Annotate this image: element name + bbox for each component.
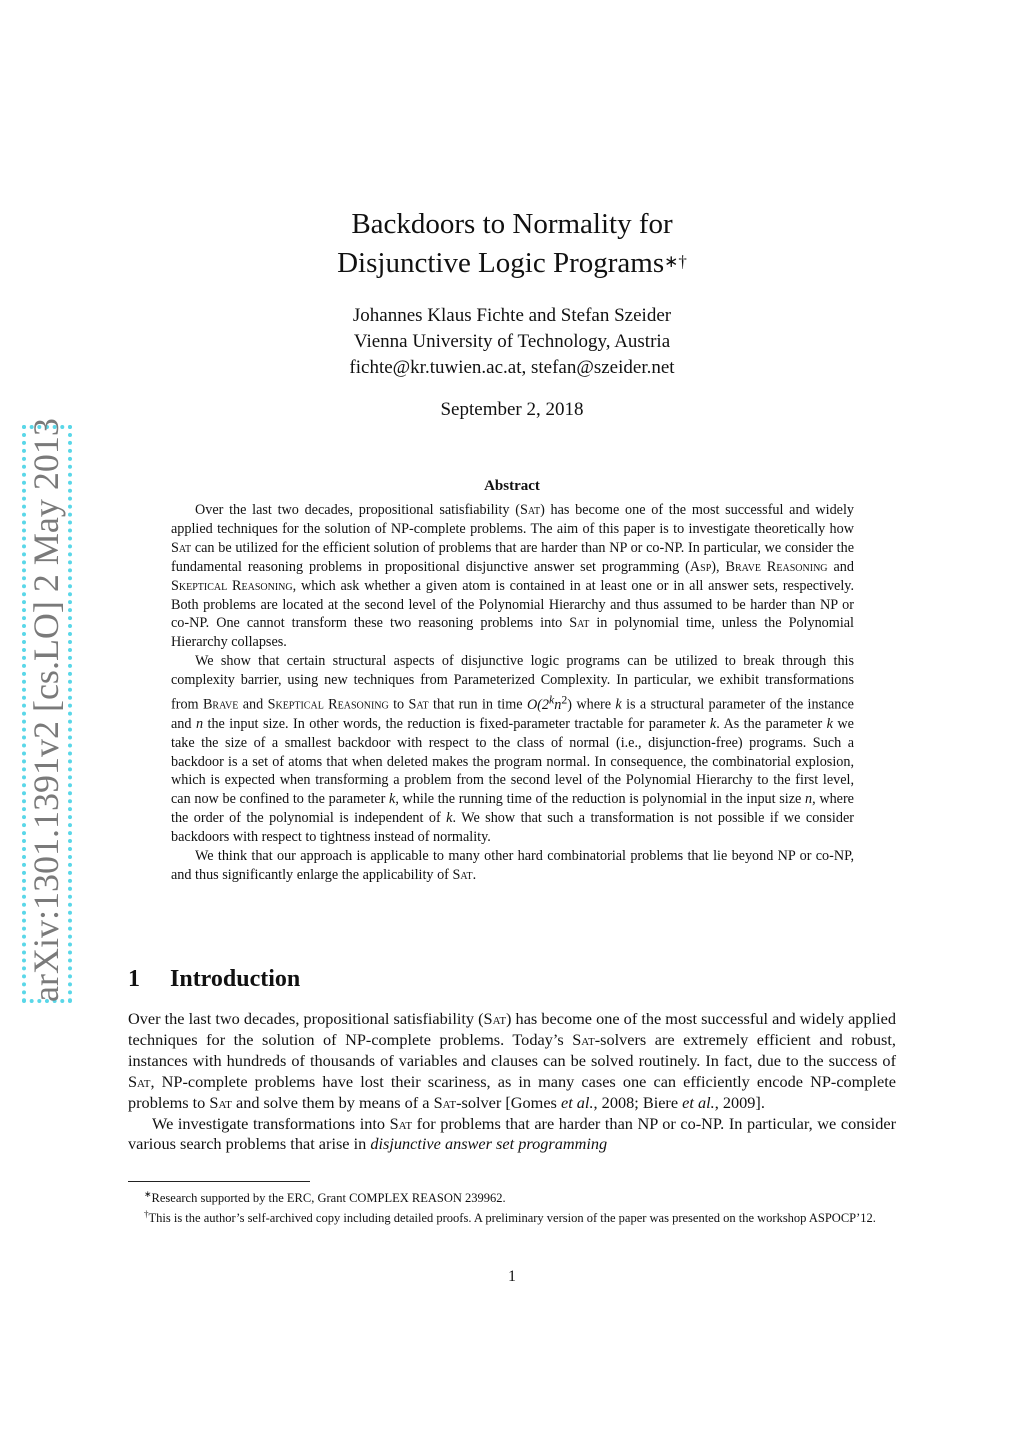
- abstract-body: [171, 501, 854, 885]
- var-n: n: [805, 791, 813, 808]
- var-n: n: [195, 715, 204, 732]
- section-title: Introduction: [170, 966, 301, 992]
- footnote-1-mark: ∗: [144, 1189, 152, 1199]
- footnote-2: [128, 1206, 896, 1226]
- skeptical-reasoning-term: Skeptical Reasoning: [267, 696, 389, 713]
- citation-etal: et al.: [560, 1092, 594, 1112]
- sat-term: Sat: [433, 1092, 457, 1112]
- abstract-paragraph-1: Over the last two decades, propositional satisfiability (Sat) has become one of the most successful and widely applied techniques for the solution of NP-complete problems. The aim of this paper is to investigate theoretically how Sat can be utilized for the efficient solution of problems that are harder than NP or co-NP. In particular, we consider the fundamental reasoning problems in propositional disjunctive answer set programming (Asp), Brave Reasoning and Skeptical Reasoning, which ask whether a given atom is contained in at least one or in all answer sets, respectively. Both problems are located at the second level of the Polynomial Hierarchy and thus assumed to be harder than NP or co-NP. One cannot transform these two reasoning problems into Sat in polynomial time, unless the Polynomial Hierarchy collapses.: [171, 502, 855, 651]
- paper-title: [200, 205, 824, 283]
- var-k: k: [826, 715, 833, 732]
- sat-term: Sat: [389, 1113, 413, 1133]
- sat-term: Sat: [569, 615, 590, 632]
- footnote-rule: [128, 1181, 310, 1182]
- sat-term: Sat: [209, 1092, 232, 1112]
- asp-term: Asp: [689, 558, 712, 575]
- footnote-2-text: This is the author’s self-archived copy including detailed proofs. A preliminary version of the paper was presented on the workshop ASPOCP’12.: [148, 1211, 876, 1226]
- introduction-body: [128, 1009, 896, 1155]
- footnote-1: [128, 1186, 896, 1206]
- citation-etal: et al.: [682, 1092, 715, 1112]
- section-heading-introduction: [128, 963, 896, 995]
- sat-term: Sat: [572, 1029, 595, 1049]
- intro-paragraph-2: We investigate transformations into Sat for problems that are harder than NP or co-NP. In particular, we consider various search problems that arise in disjunctive answer set programming: [128, 1113, 896, 1154]
- brave-reasoning-term: Brave Reasoning: [725, 558, 828, 575]
- section-number: 1: [128, 966, 140, 992]
- skeptical-reasoning-term: Skeptical Reasoning: [171, 577, 293, 594]
- author-names: Johannes Klaus Fichte and Stefan Szeider: [352, 305, 672, 326]
- sat-term: Sat: [171, 539, 192, 556]
- footnote-1-text: Research supported by the ERC, Grant COMPLEX REASON 239962.: [151, 1191, 506, 1206]
- paper-date: September 2, 2018: [440, 399, 584, 420]
- footnotes: [128, 1186, 896, 1226]
- page-number: 1: [508, 1268, 516, 1285]
- title-footnote-marks: ∗†: [664, 252, 687, 271]
- arxiv-identifier: arXiv:1301.1391v2 [cs.LO] 2 May 2013: [26, 418, 66, 1002]
- abstract-paragraph-3: We think that our approach is applicable to many other hard combinatorial problems that lie beyond NP or co-NP, and thus significantly enlarge the applicability of Sat.: [171, 848, 854, 883]
- var-k: k: [615, 696, 622, 713]
- complexity-formula: $O(2^kn^2)$: [526, 692, 573, 713]
- var-k: k: [389, 791, 396, 808]
- sat-term: Sat: [483, 1009, 507, 1028]
- title-line-2-text: Disjunctive Logic Programs: [337, 247, 665, 279]
- abstract-paragraph-2: We show that certain structural aspects of disjunctive logic programs can be utilized to break through this complexity barrier, using new techniques from Parameterized Complexity. In particular, we exhibit transformations from Brave and Skeptical Reasoning to Sat that run in time $O(2^kn^2)$ where k is a structural parameter of the instance and n the input size. In other words, the reduction is fixed-parameter tractable for parameter k. As the parameter k we take the size of a smallest backdoor with respect to the class of normal (i.e., disjunction-free) programs. Such a backdoor is a set of atoms that when deleted makes the program normal. In consequence, the combinatorial explosion, which is expected when transforming a problem from the second level of the Polynomial Hierarchy to the first level, can now be confined to the parameter k, while the running time of the reduction is polynomial in the input size n, where the order of the polynomial is independent of k. We show that such a transformation is not possible if we consider backdoors with respect to tightness instead of normality.: [171, 653, 854, 846]
- var-k: k: [446, 810, 453, 827]
- sat-term: Sat: [452, 866, 473, 883]
- title-line-1: Backdoors to Normality for: [351, 208, 673, 240]
- author-block: [200, 303, 824, 381]
- footnote-2-mark: †: [144, 1209, 149, 1220]
- sat-term: Sat: [519, 502, 541, 518]
- emphasis-term: disjunctive answer set programming: [370, 1134, 608, 1154]
- author-affiliation: Vienna University of Technology, Austria: [353, 331, 671, 352]
- sat-term: Sat: [408, 696, 429, 713]
- title-line-2: [200, 244, 824, 283]
- brave-term: Brave: [202, 696, 239, 713]
- author-emails: fichte@kr.tuwien.ac.at, stefan@szeider.net: [349, 357, 675, 378]
- intro-paragraph-1: Over the last two decades, propositional satisfiability (Sat) has become one of the most successful and widely applied techniques for the solution of NP-complete problems. Today’s Sat-solvers are extremely efficient and robust, instances with hundreds of thousands of variables and clauses can be solved routinely. In fact, due to the success of Sat, NP-complete problems have lost their scariness, as in many cases one can efficiently encode NP-complete problems to Sat and solve them by means of a Sat-solver [Gomes et al., 2008; Biere et al., 2009].: [128, 1009, 896, 1112]
- abstract-heading: Abstract: [484, 478, 540, 494]
- var-k: k: [709, 715, 717, 732]
- sat-term: Sat: [128, 1071, 151, 1091]
